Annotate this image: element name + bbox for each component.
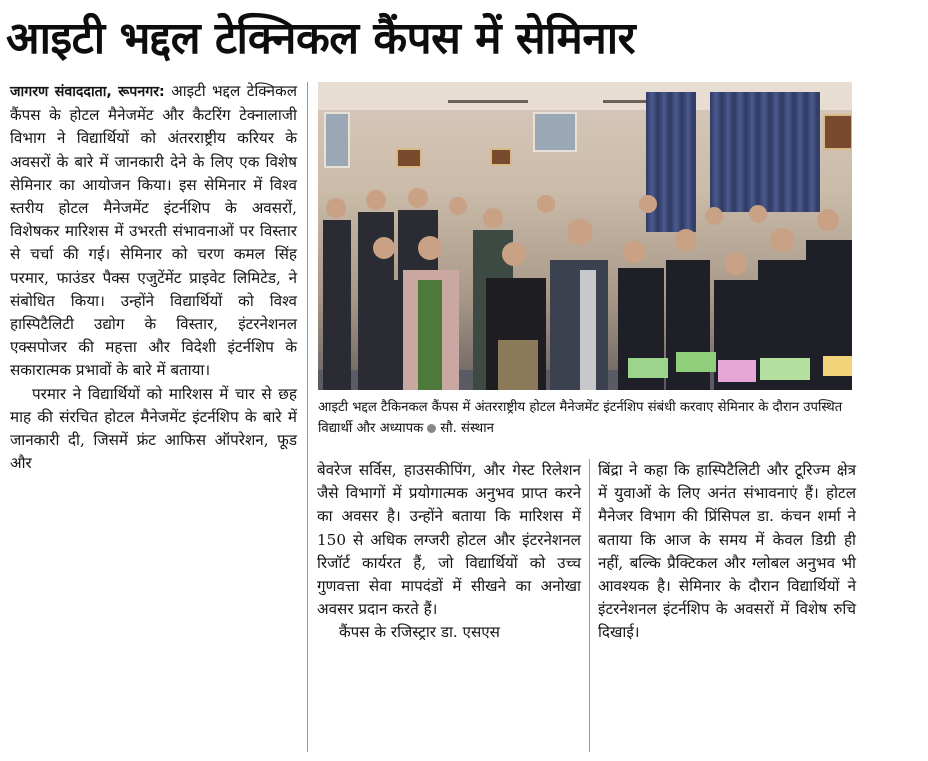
column-1 <box>10 80 297 475</box>
column-divider <box>589 459 590 752</box>
headline: आइटी भद्दल टेक्निकल कैंपस में सेमिनार <box>6 13 636 64</box>
photo-caption <box>318 397 852 439</box>
column-2 <box>317 459 581 645</box>
ceiling-fan <box>448 100 528 103</box>
caption-text: आइटी भद्दल टैकिनकल कैंपस में अंतरराष्ट्रीय होटल मैनेजमेंट इंटर्नशिप संबंधी करवाए सेमिनार के दौरान उपस्थित विद्यार्थी और अध्यापक <box>318 400 843 436</box>
dateline: जागरण संवाददाता, रूपनगर: <box>10 84 165 100</box>
news-photo <box>318 82 852 390</box>
paragraph-text: आइटी भद्दल टेक्निकल कैंपस के होटल मैनेजमेंट और कैटरिंग टेक्नालाजी विभाग ने विद्यार्थियों को अंतरराष्ट्रीय करियर के अवसरों के बारे में जानकारी देने के लिए एक विशेष सेमिनार का आयोजन किया। इस सेमिनार में विश्व स्तरीय होटल मैनेजमेंट इंटर्नशिप के अवसरों, विशेषकर मारिशस में उभरती संभावनाओं पर विस्तार से चर्चा की गई। सेमिनार को चरण कमल सिंह परमार, फाउंडर पैक्स एजुटेंमेंट प्राइवेट लिमिटेड, ने संबोधित किया। उन्होंने विद्यार्थियों को विश्व हास्पिटैलिटी उद्योग के विस्तार, इंटरनेशनल एक्सपोजर की महत्ता और विदेशी इंटर्नशिप के सकारात्मक प्रभावों के बारे में बताया। <box>10 82 297 380</box>
paragraph: परमार ने विद्यार्थियों को मारिशस में चार से छह माह की संरचित होटल मैनेजमेंट इंटर्नशिप के बारे में जानकारी दी, जिसमें फ्रंट आफिस ऑपरेशन, फूड और <box>10 384 297 473</box>
paragraph <box>10 80 297 383</box>
wall-frame <box>823 114 852 150</box>
paragraph: बेवरेज सर्विस, हाउसकीपिंग, और गेस्ट रिलेशन जैसे विभागों में प्रयोगात्मक अनुभव प्राप्त करने का अवसर है। उन्होंने बताया कि मारिशस में 150 से अधिक लग्जरी होटल और इंटरनेशनल रिजॉर्ट कार्यरत हैं, जो विद्यार्थियों को उच्च गुणवत्ता सेवा मापदंडों में सीखने का अनोखा अवसर प्रदान करते हैं। <box>317 461 581 619</box>
photo-credit: सौ. संस्थान <box>440 421 494 436</box>
column-3 <box>598 459 856 645</box>
paragraph: बिंद्रा ने कहा कि हास्पिटैलिटी और टूरिज्म क्षेत्र में युवाओं के लिए अनंत संभावनाएं हैं। होटल मैनेजर विभाग की प्रिंसिपल डा. कंचन शर्मा ने बताया कि आज के समय में केवल डिग्री ही नहीं, बल्कि प्रैक्टिकल और ग्लोबल अनुभव भी आवश्यक है। सेमिनार के दौरान विद्यार्थियों ने इंटरनेशनल इंटर्नशिप के अवसरों में विशेष रुचि दिखाई। <box>598 461 856 642</box>
column-divider <box>307 82 308 752</box>
group-of-people <box>318 160 852 390</box>
window <box>533 112 577 152</box>
credit-bullet-icon <box>427 424 436 433</box>
paragraph: कैंपस के रजिस्ट्रार डा. एसएस <box>339 623 500 642</box>
